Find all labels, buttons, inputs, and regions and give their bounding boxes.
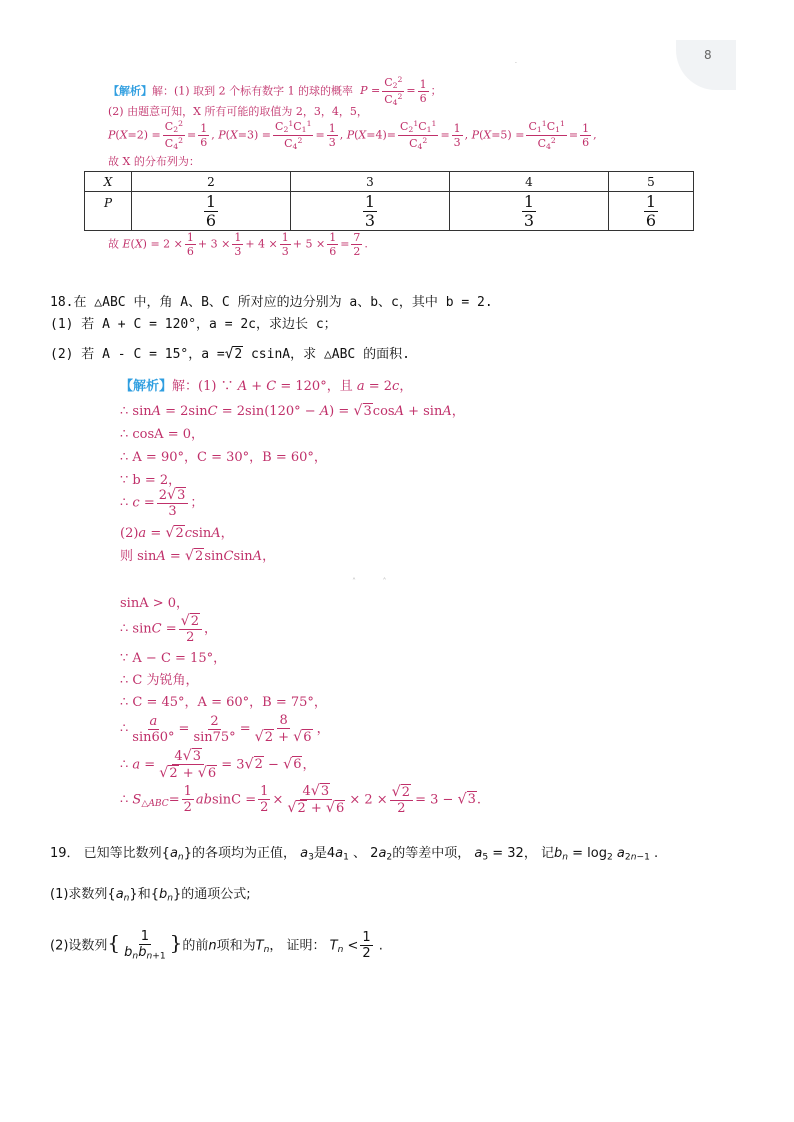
q18-part1: (1) 若 A + C = 120°，a = 2c，求边长 c； (50, 317, 337, 332)
table-header-2: 2 (132, 172, 291, 192)
q18-sol-7: (2)a = √2csinA， (120, 525, 234, 541)
q18-sol-8: 则 sinA = √2sinCsinA， (120, 548, 276, 564)
q18-sol-13: ∴ C = 45°，A = 60°，B = 75°， (120, 695, 327, 710)
table-header-3: 3 (291, 172, 450, 192)
q17-line4: 故 X 的分布列为： (108, 155, 200, 168)
table-header-4: 4 (450, 172, 609, 192)
distribution-table (84, 171, 694, 231)
q18-sol-6: ∴ c = $\frac{2√3}{3}$ ； (120, 487, 204, 520)
table-cell-p4: $\frac{1}{3}$ (450, 192, 609, 231)
q18-sol-2: ∴ sinA = 2sinC = 2sin(120° − A) = √3cosA + sinA， (120, 403, 465, 419)
speck: · (515, 60, 517, 67)
q18-sol-14: ∴ $\frac{a}{\sin 60^\circ}$ = $\frac{2}{\sin 75^\circ}$ = $\frac{8}{√2 + √6}$ ， (120, 713, 330, 745)
table-header-5: 5 (609, 172, 694, 192)
q18-sol-10: ∴ sinC = $\frac{√2}{2}$ ， (120, 613, 218, 646)
q17-expectation: 故 E(X) = 2 × $\frac{1}{6}$ + 3 × $\frac{1}{3}$ + 4 × $\frac{1}{3}$ + 5 × $\frac{1}{6}$ = $\frac{7}{2}$ . (108, 231, 368, 258)
table-cell-p5: $\frac{1}{6}$ (609, 192, 694, 231)
table-row-label: P (85, 192, 132, 231)
q18-sol-16: ∴ $S_{\triangle ABC}=$ $\frac{1}{2}$ absinC = $\frac{1}{2}$ × $\frac{4√3}{√2 + √6}$ × 2 × $\frac{√2}{2}$ = 3 − √3. (120, 783, 482, 817)
q17-line2: (2) 由题意可知，X 所有可能的取值为 2，3，4，5， (108, 105, 368, 118)
q18-sol-3: ∴ cosA = 0， (120, 427, 204, 442)
corner-mark: 8 (704, 48, 712, 62)
q18-sol-15: ∴ a = $\frac{4√3}{√2 + √6}$ = 3√2 − √6， (120, 748, 316, 782)
q19-stem: 19． 已知等比数列$\{a_n\}$的各项均为正值， $a_3$是$4a_1$ 、 $2a_2$的等差中项， $a_5 = 32$， 记$b_n = \log_2 a_{2n-1}$ . (50, 846, 659, 863)
table-header-x: X (85, 172, 132, 192)
q19-part1: (1)求数列$\{a_n\}$和$\{b_n\}$的通项公式; (50, 887, 251, 904)
q18-sol-5: ∵ b = 2， (120, 473, 182, 488)
q18-sol-4: ∴ A = 90°，C = 30°，B = 60°， (120, 450, 327, 465)
q18-sol-1: 【解析】解：(1) ∵ A + C = 120°，且 a = 2c， (120, 379, 413, 394)
q18-sol-11: ∵ A − C = 15°， (120, 651, 227, 666)
table-cell-p2: $\frac{1}{6}$ (132, 192, 291, 231)
q17-solution-tag: 【解析】 (108, 84, 152, 98)
q17-line3: P(X=2) = $\frac{C_2^2}{C_4^2}$ = $\frac{1}{6}$ , P(X=3) = $\frac{C_2^1C_1^1}{C_4^2}$ = $\frac{1}{3}$ , P(X=4)= $\frac{C_2^1C_1^1}{C_4^2}$ = $\frac{1}{3}$ , P(X=5) = $\frac{C_1^1C_1^1}{C_4^2}$ = $\frac{1}{6}$ , (108, 119, 597, 151)
page-corner-tab (676, 40, 736, 90)
q18-stem: 18.在 △ABC 中，角 A、B、C 所对应的边分别为 a、b、c，其中 b = 2. (50, 295, 493, 310)
q17-line1-formula: P = $\frac{C_2^2}{C_4^2}$ = $\frac{1}{6}$ ； (360, 75, 442, 107)
q18-sol-9: sinA > 0， (120, 596, 190, 611)
q17-line1-text: 解：(1) 取到 2 个标有数字 1 的球的概率 (152, 84, 354, 98)
q19-part2: (2)设数列{ $\frac{1}{b_nb_{n+1}}$ }的前n项和为$T_n$， 证明： $T_n$ < $\frac{1}{2}$ . (50, 929, 383, 962)
faint-dots: ˄ ˄ (352, 577, 399, 586)
q18-sol-12: ∴ C 为锐角， (120, 673, 199, 688)
q18-part2: (2) 若 A - C = 15°，a =√2 csinA，求 △ABC 的面积. (50, 346, 410, 362)
table-cell-p3: $\frac{1}{3}$ (291, 192, 450, 231)
